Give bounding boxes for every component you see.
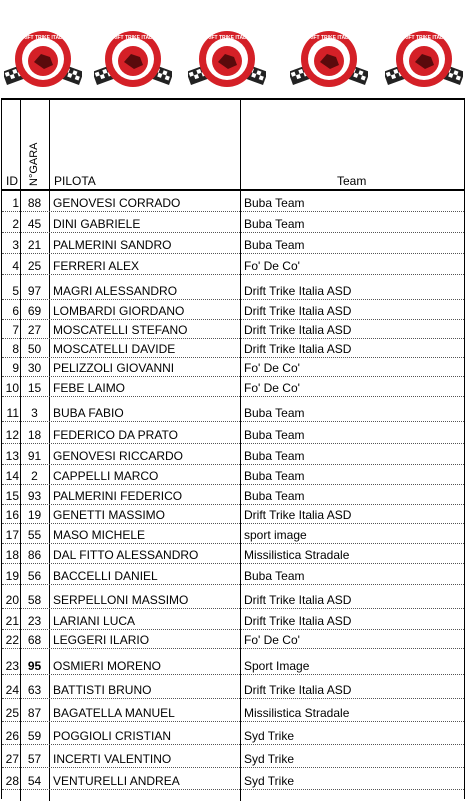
- table-row: [2, 358, 464, 377]
- cell-id: 23: [5, 659, 19, 673]
- cell-id: 25: [5, 706, 19, 720]
- cell-team: Buba Team: [244, 569, 305, 583]
- cell-race-number: 59: [27, 729, 42, 743]
- column-divider: [49, 100, 50, 189]
- cell-race-number: 23: [27, 614, 42, 628]
- logo-strip: [0, 0, 466, 97]
- cell-team: Syd Trike: [244, 752, 295, 766]
- cell-id: 12: [5, 428, 19, 442]
- cell-id: 28: [5, 774, 19, 788]
- cell-team: Missilistica Stradale: [244, 548, 350, 562]
- table-row: [2, 212, 464, 233]
- drift-trike-italia-logo: [385, 28, 463, 90]
- cell-team: Buba Team: [244, 469, 305, 483]
- cell-pilota: LEGGERI ILARIO: [53, 633, 150, 647]
- cell-race-number: 88: [27, 196, 42, 210]
- cell-id: 2: [12, 217, 19, 231]
- cell-pilota: MAGRI ALESSANDRO: [53, 284, 178, 298]
- cell-race-number: 19: [27, 508, 42, 522]
- cell-id: 10: [5, 381, 19, 395]
- cell-pilota: OSMIERI MORENO: [53, 659, 162, 673]
- cell-team: Drift Trike Italia ASD: [244, 593, 352, 607]
- cell-pilota: MOSCATELLI STEFANO: [53, 323, 188, 337]
- table-row: [2, 675, 464, 699]
- cell-pilota: INCERTI VALENTINO: [53, 752, 172, 766]
- table-row: [2, 397, 464, 422]
- cell-race-number: 27: [27, 323, 42, 337]
- cell-race-number: 69: [27, 304, 42, 318]
- cell-team: Drift Trike Italia ASD: [244, 683, 352, 697]
- cell-team: Buba Team: [244, 489, 305, 503]
- cell-pilota: PALMERINI SANDRO: [53, 238, 172, 252]
- cell-race-number: 55: [27, 528, 42, 542]
- table-row: [2, 649, 464, 675]
- cell-team: Buba Team: [244, 406, 305, 420]
- cell-id: 16: [5, 508, 19, 522]
- cell-id: 5: [12, 284, 19, 298]
- cell-pilota: BACCELLI DANIEL: [53, 569, 158, 583]
- cell-team: Buba Team: [244, 449, 305, 463]
- logo-text: DRIFT TRIKE ITALIA: [399, 35, 449, 41]
- table-row: [2, 339, 464, 358]
- cell-team: Buba Team: [244, 428, 305, 442]
- cell-id: 1: [12, 196, 19, 210]
- cell-race-number: 2: [31, 469, 38, 483]
- cell-team: Drift Trike Italia ASD: [244, 614, 352, 628]
- cell-id: 14: [5, 469, 19, 483]
- cell-team: Buba Team: [244, 217, 305, 231]
- table-row: [2, 564, 464, 585]
- logo-text: DRIFT TRIKE ITALIA: [18, 35, 68, 41]
- drift-trike-italia-logo: [94, 28, 172, 90]
- table-row: [2, 745, 464, 768]
- logo-text: DRIFT TRIKE ITALIA: [108, 35, 158, 41]
- drift-trike-italia-logo: [4, 28, 82, 90]
- cell-id: 22: [5, 633, 19, 647]
- cell-race-number: 56: [27, 569, 42, 583]
- cell-id: 19: [5, 569, 19, 583]
- table-row: [2, 191, 464, 212]
- header-id: ID: [6, 174, 18, 188]
- cell-id: 7: [12, 323, 19, 337]
- cell-id: 24: [5, 683, 19, 697]
- cell-race-number: 3: [31, 406, 38, 420]
- cell-id: 3: [12, 238, 19, 252]
- cell-team: Buba Team: [244, 196, 305, 210]
- cell-race-number: 50: [27, 342, 42, 356]
- cell-id: 9: [12, 361, 19, 375]
- cell-race-number: 87: [27, 706, 42, 720]
- table-row: [2, 444, 464, 465]
- cell-pilota: DAL FITTO ALESSANDRO: [53, 548, 199, 562]
- cell-id: 6: [12, 304, 19, 318]
- cell-team: Drift Trike Italia ASD: [244, 342, 352, 356]
- cell-pilota: BAGATELLA MANUEL: [53, 706, 175, 720]
- cell-race-number: 93: [27, 489, 42, 503]
- table-row: [2, 275, 464, 300]
- cell-pilota: POGGIOLI CRISTIAN: [53, 729, 172, 743]
- cell-id: 8: [12, 342, 19, 356]
- table-row: [2, 233, 464, 254]
- cell-race-number: 54: [27, 774, 42, 788]
- table-row: [2, 300, 464, 320]
- cell-team: Drift Trike Italia ASD: [244, 323, 352, 337]
- logo-text: DRIFT TRIKE ITALIA: [304, 35, 354, 41]
- table-row: [2, 585, 464, 609]
- cell-team: Drift Trike Italia ASD: [244, 508, 352, 522]
- cell-pilota: BUBA FABIO: [53, 406, 124, 420]
- cell-race-number: 91: [27, 449, 42, 463]
- drift-trike-italia-logo: [290, 28, 368, 90]
- table-row: [2, 609, 464, 630]
- cell-pilota: VENTURELLI ANDREA: [53, 774, 180, 788]
- cell-race-number: 18: [27, 428, 42, 442]
- cell-team: Buba Team: [244, 238, 305, 252]
- cell-id: 4: [12, 259, 19, 273]
- cell-team: Fo' De Co': [244, 633, 300, 647]
- cell-pilota: BATTISTI BRUNO: [53, 683, 152, 697]
- cell-race-number: 45: [27, 217, 42, 231]
- cell-id: 17: [5, 528, 19, 542]
- cell-team: Syd Trike: [244, 774, 295, 788]
- table-row: [2, 768, 464, 790]
- column-divider: [20, 100, 21, 189]
- table-row: [2, 377, 464, 397]
- cell-id: 20: [5, 593, 19, 607]
- race-entry-table: [1, 98, 465, 799]
- cell-race-number: 86: [27, 548, 42, 562]
- cell-race-number: 95: [27, 659, 42, 673]
- cell-race-number: 97: [27, 284, 42, 298]
- cell-pilota: SERPELLONI MASSIMO: [53, 593, 189, 607]
- cell-pilota: FEBE LAIMO: [53, 381, 126, 395]
- table-row: [2, 699, 464, 722]
- cell-team: Drift Trike Italia ASD: [244, 284, 352, 298]
- cell-id: 21: [5, 614, 19, 628]
- cell-id: 18: [5, 548, 19, 562]
- cell-team: sport image: [244, 528, 307, 542]
- cell-pilota: LARIANI LUCA: [53, 614, 136, 628]
- cell-id: 27: [5, 752, 19, 766]
- table-row: [2, 630, 464, 649]
- column-divider: [240, 100, 241, 189]
- cell-id: 11: [6, 406, 19, 420]
- cell-pilota: FERRERI ALEX: [53, 259, 140, 273]
- table-row: [2, 254, 464, 275]
- cell-team: Fo' De Co': [244, 381, 300, 395]
- table-row: [2, 505, 464, 524]
- logo-text: DRIFT TRIKE ITALIA: [202, 35, 252, 41]
- cell-pilota: LOMBARDI GIORDANO: [53, 304, 185, 318]
- cell-race-number: 15: [27, 381, 42, 395]
- table-header: [2, 100, 464, 191]
- table-row: [2, 320, 464, 339]
- header-pilota: PILOTA: [54, 174, 96, 188]
- cell-id: 15: [5, 489, 19, 503]
- cell-pilota: GENOVESI CORRADO: [53, 196, 181, 210]
- cell-pilota: MOSCATELLI DAVIDE: [53, 342, 176, 356]
- table-row: [2, 422, 464, 444]
- drift-trike-italia-logo: [188, 28, 266, 90]
- header-race-number: N°GARA: [28, 142, 40, 186]
- cell-team: Sport Image: [244, 659, 310, 673]
- table-row: [2, 485, 464, 505]
- cell-race-number: 58: [27, 593, 42, 607]
- cell-team: Fo' De Co': [244, 259, 300, 273]
- cell-pilota: GENOVESI RICCARDO: [53, 449, 184, 463]
- cell-pilota: DINI GABRIELE: [53, 217, 141, 231]
- cell-pilota: GENETTI MASSIMO: [53, 508, 166, 522]
- cell-pilota: CAPPELLI MARCO: [53, 469, 159, 483]
- cell-pilota: MASO MICHELE: [53, 528, 146, 542]
- table-row: [2, 465, 464, 485]
- cell-race-number: 68: [27, 633, 42, 647]
- table-row: [2, 544, 464, 564]
- cell-race-number: 63: [27, 683, 42, 697]
- cell-team: Missilistica Stradale: [244, 706, 350, 720]
- cell-race-number: 30: [27, 361, 42, 375]
- cell-pilota: PALMERINI FEDERICO: [53, 489, 183, 503]
- cell-race-number: 57: [27, 752, 42, 766]
- cell-pilota: FEDERICO DA PRATO: [53, 428, 178, 442]
- cell-team: Drift Trike Italia ASD: [244, 304, 352, 318]
- cell-pilota: PELIZZOLI GIOVANNI: [53, 361, 175, 375]
- cell-id: 13: [5, 449, 19, 463]
- cell-team: Fo' De Co': [244, 361, 300, 375]
- table-row: [2, 722, 464, 745]
- header-team: Team: [337, 174, 367, 188]
- table-row: [2, 524, 464, 544]
- cell-race-number: 21: [27, 238, 42, 252]
- cell-id: 26: [5, 729, 19, 743]
- cell-team: Syd Trike: [244, 729, 295, 743]
- cell-race-number: 25: [27, 259, 42, 273]
